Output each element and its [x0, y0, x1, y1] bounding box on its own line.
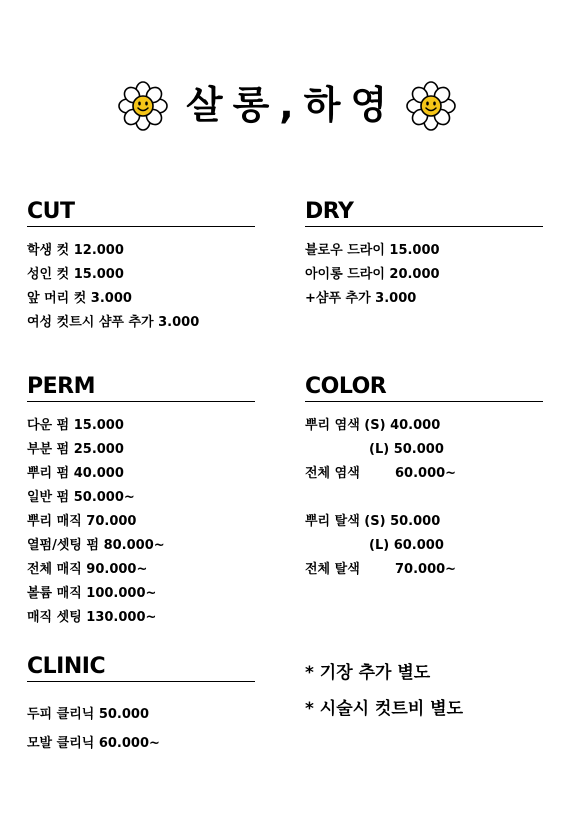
price-item: 앞 머리 컷 3.000: [27, 291, 132, 306]
perm-section: [27, 374, 255, 630]
price-item: 성인 컷 15.000: [27, 267, 124, 282]
price-item: 전체 매직 90.000~: [27, 562, 148, 577]
price-item: 매직 셋팅 130.000~: [27, 610, 157, 625]
price-item: 열펌/셋팅 펌 80.000~: [27, 538, 165, 553]
dry-price-list: [305, 239, 543, 311]
price-item: 뿌리 매직 70.000: [27, 514, 137, 529]
notes-list: [305, 655, 463, 727]
clinic-price-list: [27, 700, 255, 758]
price-item: +샴푸 추가 3.000: [305, 291, 417, 306]
price-item: 뿌리 펌 40.000: [27, 466, 124, 481]
price-value: (S) 50.000: [364, 514, 441, 529]
note-item: * 시술시 컷트비 별도: [305, 699, 464, 719]
spacer: [305, 486, 543, 510]
price-value: (L) 60.000: [369, 538, 444, 553]
service-name: 전체 탈색: [305, 562, 360, 577]
price-value: (S) 40.000: [364, 418, 441, 433]
perm-heading: PERM: [27, 374, 255, 402]
clinic-heading: CLINIC: [27, 654, 255, 682]
dry-section: [305, 199, 543, 311]
service-name: 전체 염색: [305, 466, 360, 481]
price-item: [305, 558, 543, 582]
service-name: 뿌리 탈색: [305, 514, 360, 529]
price-value: 60.000~: [395, 466, 457, 481]
note-item: * 기장 추가 별도: [305, 663, 431, 683]
price-item: [305, 534, 543, 558]
daisy-icon: [406, 81, 456, 131]
price-item: [305, 414, 543, 438]
price-item: 블로우 드라이 15.000: [305, 243, 440, 258]
dry-heading: DRY: [305, 199, 543, 227]
clinic-section: [27, 654, 255, 758]
price-item: 다운 펌 15.000: [27, 418, 124, 433]
perm-price-list: [27, 414, 255, 630]
price-item: 두피 클리닉 50.000: [27, 707, 150, 722]
color-heading: COLOR: [305, 374, 543, 402]
price-item: 부분 펌 25.000: [27, 442, 124, 457]
price-item: [305, 510, 543, 534]
price-item: 볼륨 매직 100.000~: [27, 586, 157, 601]
price-item: 모발 클리닉 60.000~: [27, 736, 160, 751]
price-item: 여성 컷트시 샴푸 추가 3.000: [27, 315, 200, 330]
price-item: [305, 438, 543, 462]
price-item: 학생 컷 12.000: [27, 243, 124, 258]
price-value: (L) 50.000: [369, 442, 444, 457]
color-price-list: [305, 414, 543, 582]
cut-heading: CUT: [27, 199, 255, 227]
price-value: 70.000~: [395, 562, 457, 577]
price-item: 아이롱 드라이 20.000: [305, 267, 440, 282]
color-section: [305, 374, 543, 582]
price-item: [305, 462, 543, 486]
price-item: 일반 펌 50.000~: [27, 490, 135, 505]
salon-title: 살롱,하영: [185, 83, 398, 127]
cut-price-list: [27, 239, 255, 335]
cut-section: [27, 199, 255, 335]
service-name: 뿌리 염색: [305, 418, 360, 433]
